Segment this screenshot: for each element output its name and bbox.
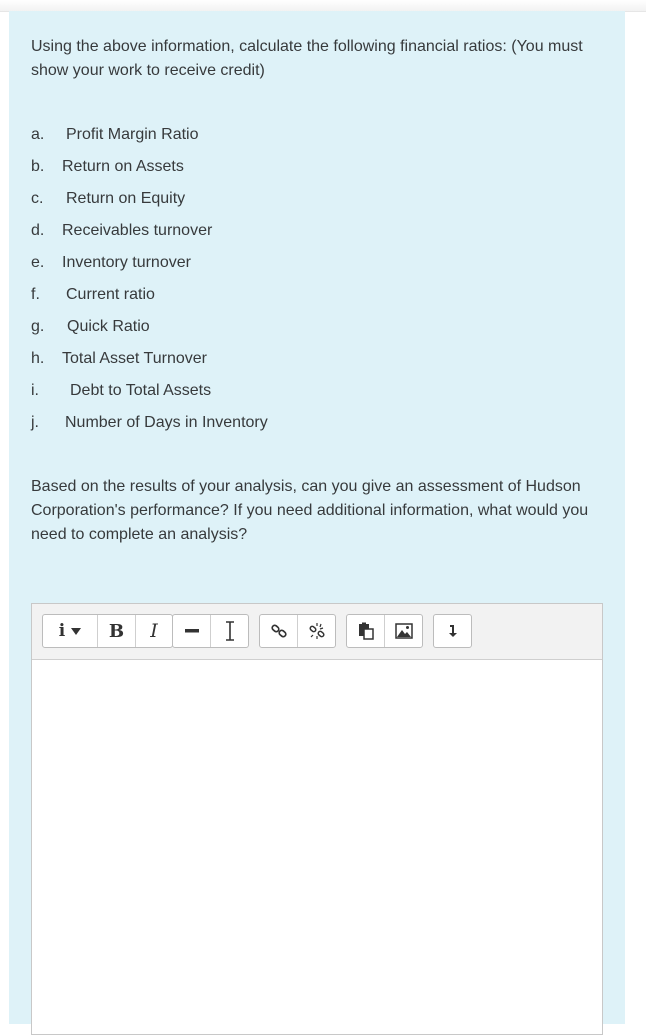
list-item-label: Debt to Total Assets: [70, 382, 212, 399]
list-item-letter: i.: [31, 382, 39, 399]
list-item-label: Number of Days in Inventory: [65, 414, 268, 431]
italic-icon: I: [150, 620, 158, 642]
list-item-letter: f.: [31, 286, 40, 303]
list-item-letter: c.: [31, 190, 44, 207]
assessment-prompt: Based on the results of your analysis, can you give an assessment of Hudson Corporation's performance? If you need additional information, what would you need to complete an analysis?: [31, 478, 589, 543]
question-panel: [9, 11, 625, 1024]
bold-button[interactable]: [98, 615, 136, 647]
editor-content-area[interactable]: [32, 660, 602, 1034]
list-item-label: Quick Ratio: [67, 318, 150, 335]
list-item-letter: h.: [31, 350, 45, 367]
minus-icon: [185, 629, 199, 633]
list-item-label: Total Asset Turnover: [62, 350, 207, 367]
link-button[interactable]: [260, 615, 298, 647]
question-intro: Using the above information, calculate the following financial ratios: (You must show your work to receive credit): [31, 38, 583, 79]
list-item-label: Profit Margin Ratio: [66, 126, 199, 143]
list-item-label: Return on Assets: [62, 158, 184, 175]
toolbar-group-media: [346, 614, 423, 648]
list-item-letter: d.: [31, 222, 45, 239]
toolbar-group-format: [42, 614, 173, 648]
arrow-down-icon: [448, 624, 458, 638]
clear-formatting-button[interactable]: [211, 615, 248, 647]
toolbar-group-links: [259, 614, 336, 648]
unlink-button[interactable]: [298, 615, 335, 647]
text-cursor-icon: [224, 621, 236, 641]
paragraph-styles-button[interactable]: [43, 615, 98, 647]
toolbar-group-text: [172, 614, 249, 648]
list-item-label: Current ratio: [66, 286, 155, 303]
list-item-letter: g.: [31, 318, 45, 335]
list-item-letter: a.: [31, 126, 45, 143]
paste-button[interactable]: [347, 615, 385, 647]
list-item-label: Return on Equity: [66, 190, 186, 207]
toolbar-group-more: [433, 614, 472, 648]
list-item-label: Inventory turnover: [62, 254, 191, 271]
insert-image-button[interactable]: [385, 615, 422, 647]
editor-toolbar: [32, 604, 602, 660]
clipboard-icon: [357, 622, 375, 640]
list-item-letter: b.: [31, 158, 45, 175]
list-item-label: Receivables turnover: [62, 222, 213, 239]
list-item-letter: j.: [31, 414, 39, 431]
link-icon: [271, 623, 287, 639]
info-icon: i: [58, 621, 66, 641]
show-more-buttons[interactable]: [434, 615, 471, 647]
italic-button[interactable]: [136, 615, 172, 647]
bold-icon: B: [108, 620, 125, 642]
chevron-down-icon: [71, 628, 81, 635]
answer-editor: [31, 603, 603, 1035]
horizontal-rule-button[interactable]: [173, 615, 211, 647]
image-icon: [395, 623, 413, 639]
list-item-letter: e.: [31, 254, 45, 271]
unlink-icon: [308, 622, 326, 640]
